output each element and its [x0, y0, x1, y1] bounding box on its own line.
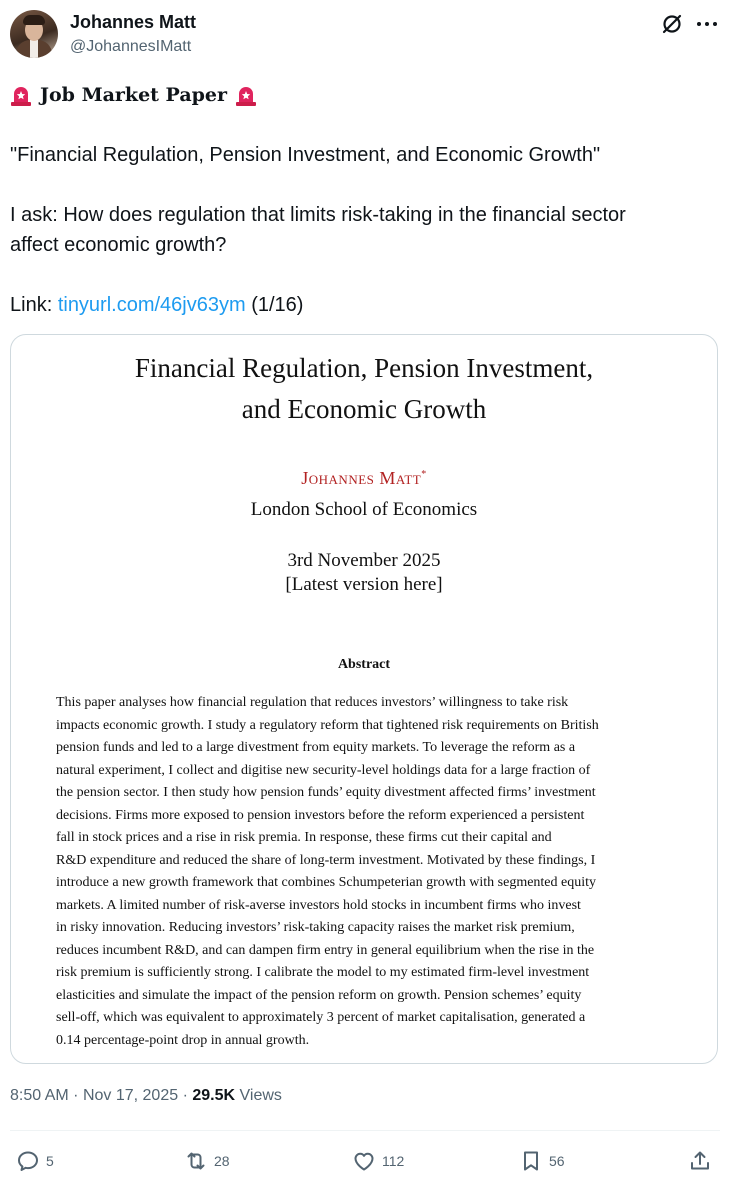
reply-icon [16, 1149, 40, 1173]
bookmark-count: 56 [549, 1153, 565, 1169]
share-icon [688, 1149, 712, 1173]
author-name[interactable]: Johannes Matt [70, 12, 197, 32]
author-handle[interactable]: @JohannesIMatt [70, 38, 192, 55]
siren-icon [235, 83, 257, 107]
bookmark-icon [519, 1149, 543, 1173]
abstract-line: in risky innovation. Reducing investors’ risk-taking capacity raises the market risk premium, [56, 920, 575, 935]
abstract-heading: Abstract [337, 657, 391, 672]
reply-count: 5 [46, 1153, 54, 1169]
more-options-icon[interactable] [694, 12, 720, 36]
abstract-line: decisions. Firms more exposed to pension investors before the reform experienced a persistent [56, 807, 585, 823]
headline-text: Job Market Paper [40, 84, 228, 106]
tweet-meta: 8:50 AM · Nov 17, 2025 · 29.5K Views [10, 1087, 282, 1104]
tweet-question-line: I ask: How does regulation that limits risk-taking in the financial sector [10, 204, 626, 226]
abstract-line: pension funds and led to a large divestment from equity markets. To leverage the reform as a [56, 740, 576, 755]
tweet-headline [10, 80, 257, 110]
tweet-question-line: affect economic growth? [10, 234, 227, 256]
abstract-line: introduce a new growth framework that combines Schumpeterian growth with segmented equity [56, 875, 597, 890]
heart-icon [352, 1149, 376, 1173]
paper-link[interactable]: tinyurl.com/46jv63ym [57, 294, 246, 316]
like-button[interactable] [352, 1148, 404, 1174]
paper-author: Johannes Matt* [301, 468, 427, 488]
like-count: 112 [382, 1153, 405, 1169]
paper-title-line: and Economic Growth [241, 394, 487, 424]
abstract-line: reduces incumbent R&D, and can dampen firm entry in general equilibrium when the rise in the [56, 942, 595, 958]
link-label: Link: [10, 294, 58, 316]
paper-image[interactable] [10, 334, 718, 1064]
repost-button[interactable] [184, 1148, 230, 1174]
bookmark-button[interactable] [519, 1148, 565, 1174]
abstract-line: This paper analyses how financial regulation that reduces investors’ willingness to take risk [56, 695, 569, 710]
siren-icon [10, 83, 32, 107]
tweet-date[interactable]: Nov 17, 2025 [82, 1087, 179, 1104]
paper-title-line: Financial Regulation, Pension Investment, [134, 353, 594, 383]
views-count: 29.5K [192, 1087, 236, 1104]
divider [10, 1130, 720, 1131]
share-button[interactable] [688, 1148, 712, 1174]
abstract-line: R&D expenditure and reduced the share of long-term investment. Motivated by these findings, I [56, 852, 596, 868]
paper-latest-version: [Latest version here] [285, 574, 443, 595]
abstract-line: sell-off, which was equivalent to approximately 3 percent of market capitalisation, generated a [56, 1010, 586, 1025]
abstract-line: 0.14 percentage-point drop in annual growth. [56, 1032, 310, 1048]
reply-button[interactable] [16, 1148, 54, 1174]
abstract-line: elasticities and simulate the impact of the pension reform on growth. Pension schemes’ equity [56, 987, 582, 1003]
abstract-line: risk premium is sufficiently strong. I calibrate the model to my estimated firm-level investment [56, 965, 590, 980]
tweet-paper-title: "Financial Regulation, Pension Investment, and Economic Growth" [10, 144, 601, 166]
repost-count: 28 [214, 1153, 230, 1169]
thread-counter: (1/16) [251, 294, 304, 316]
abstract-line: fall in stock prices and a rise in risk premia. In response, these firms cut their capital and [56, 830, 552, 845]
paper-affiliation: London School of Economics [250, 499, 478, 520]
avatar[interactable] [10, 10, 58, 58]
repost-icon [184, 1149, 208, 1173]
abstract-line: markets. A limited number of risk-averse investors hold stocks in incumbent firms who invest [56, 897, 581, 913]
tweet-time[interactable]: 8:50 AM [10, 1087, 69, 1104]
abstract-line: the pension sector. I then study how pension funds’ equity divestment affected firms’ investment [56, 785, 596, 800]
abstract-line: impacts economic growth. I study a regulatory reform that tightened risk requirements on British [56, 717, 599, 733]
views-label: Views [239, 1087, 282, 1104]
abstract-line: natural experiment, I collect and digitise new security-level holdings data for a large fraction of [56, 762, 591, 778]
paper-date: 3rd November 2025 [287, 550, 441, 571]
grok-icon[interactable] [660, 12, 684, 36]
tweet-link-line [10, 290, 303, 320]
